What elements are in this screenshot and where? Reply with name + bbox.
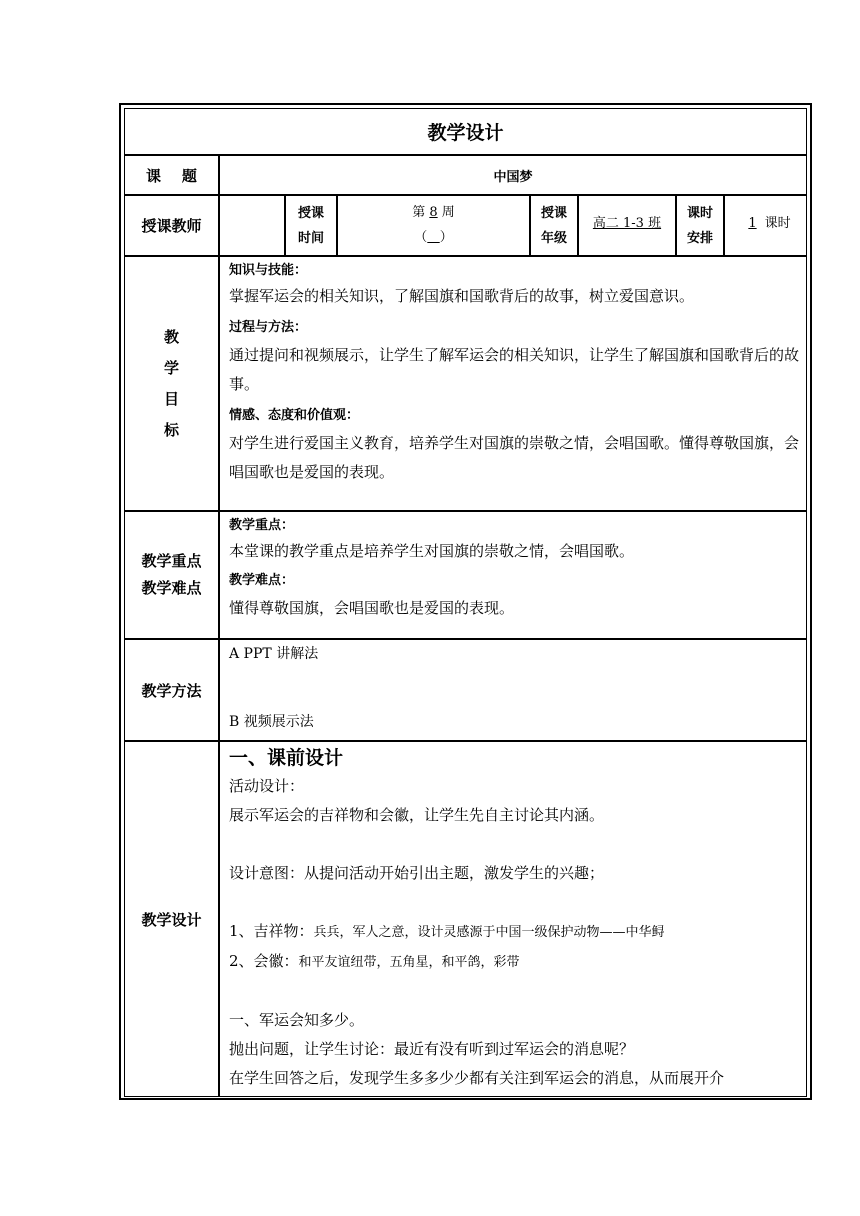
part1-heading: 一、军运会知多少。	[229, 1011, 365, 1029]
teacher-label: 授课教师	[124, 195, 219, 256]
key-heading: 教学重点：	[229, 518, 295, 533]
process-heading: 过程与方法：	[229, 320, 308, 335]
intent-text: 设计意图：从提问活动开始引出主题，激发学生的兴趣；	[229, 864, 605, 882]
objectives-label: 教 学 目 标	[124, 256, 219, 511]
key-text: 本堂课的教学重点是培养学生对国旗的崇敬之情，会唱国歌。	[229, 542, 635, 560]
grade-label: 授课 年级	[530, 195, 578, 256]
topic-label: 课 题	[124, 155, 219, 195]
grade-value: 高二 1-3 班	[578, 195, 676, 256]
methods-content	[219, 639, 807, 741]
emblem-item: 2、会徽：和平友谊纽带，五角星，和平鸽，彩带	[229, 952, 520, 970]
keypoints-label: 教学重点 教学难点	[124, 511, 219, 639]
lesson-plan-table	[119, 103, 812, 1100]
question-text: 抛出问题，让学生讨论：最近有没有听到过军运会的消息呢？	[229, 1040, 635, 1058]
knowledge-text: 掌握军运会的相关知识，了解国旗和国歌背后的故事，树立爱国意识。	[229, 287, 695, 305]
activity-text: 展示军运会的吉祥物和会徽，让学生先自主讨论其内涵。	[229, 806, 605, 824]
design-label: 教学设计	[124, 741, 219, 1097]
methods-label: 教学方法	[124, 639, 219, 741]
time-value: 第 8 周 （ ）	[337, 195, 530, 256]
topic-value: 中国梦	[219, 155, 807, 195]
keypoints-content	[219, 511, 807, 639]
design-content	[219, 741, 807, 1097]
followup-text: 在学生回答之后，发现学生多多少少都有关注到军运会的消息，从而展开介	[229, 1069, 725, 1087]
activity-label: 活动设计：	[229, 777, 305, 795]
design-section-heading: 一、课前设计	[229, 747, 344, 769]
difficult-text: 懂得尊敬国旗，会唱国歌也是爱国的表现。	[229, 599, 515, 617]
method-b: B 视频展示法	[229, 714, 314, 730]
knowledge-heading: 知识与技能：	[229, 263, 308, 278]
process-text: 通过提问和视频展示，让学生了解军运会的相关知识，让学生了解国旗和国歌背后的故事。	[229, 346, 800, 393]
mascot-item: 1、吉祥物：兵兵，军人之意，设计灵感源于中国一级保护动物——中华鲟	[229, 922, 665, 940]
method-a: A PPT 讲解法	[229, 646, 319, 662]
hours-value: 1 课时	[724, 195, 807, 256]
hours-label: 课时 安排	[676, 195, 724, 256]
difficult-heading: 教学难点：	[229, 573, 295, 588]
teacher-value	[219, 195, 285, 256]
objectives-content	[219, 256, 807, 511]
doc-title: 教学设计	[124, 108, 807, 155]
emotion-text: 对学生进行爱国主义教育，培养学生对国旗的崇敬之情，会唱国歌。懂得尊敬国旗，会唱国歌也是爱国的表现。	[229, 434, 800, 481]
time-label: 授课 时间	[285, 195, 337, 256]
emotion-heading: 情感、态度和价值观：	[229, 408, 360, 423]
